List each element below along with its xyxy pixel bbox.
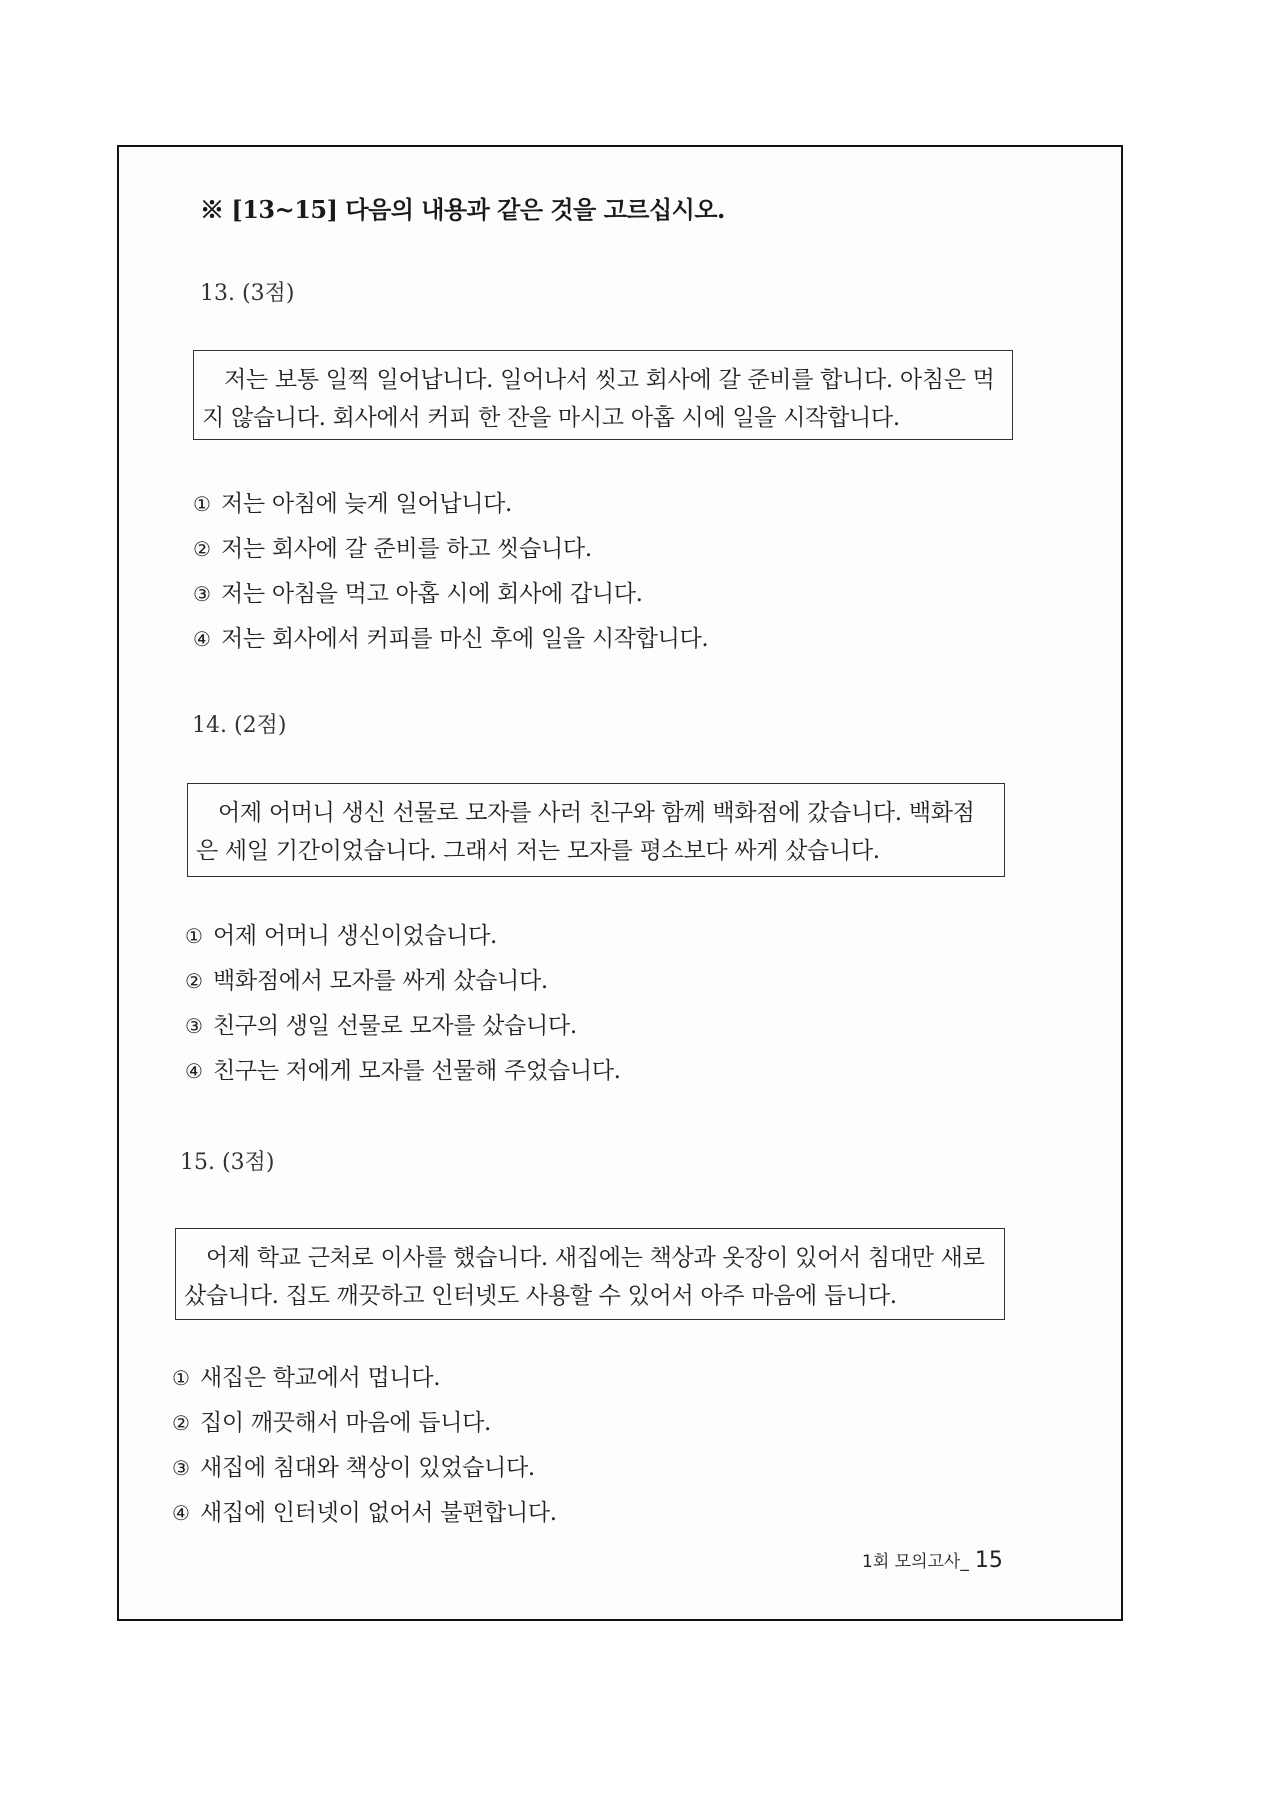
option-marker: ② bbox=[185, 969, 203, 993]
option-text: 백화점에서 모자를 싸게 샀습니다. bbox=[213, 968, 548, 994]
option-text: 집이 깨끗해서 마음에 듭니다. bbox=[200, 1410, 492, 1436]
question-14-passage: 어제 어머니 생신 선물로 모자를 사러 친구와 함께 백화점에 갔습니다. 백화점은 세일 기간이었습니다. 그래서 저는 모자를 평소보다 싸게 샀습니다. bbox=[196, 800, 975, 864]
option-text: 저는 회사에서 커피를 마신 후에 일을 시작합니다. bbox=[221, 626, 709, 652]
instruction-heading: ※ [13~15] 다음의 내용과 같은 것을 고르십시오. bbox=[200, 195, 725, 224]
question-14-passage-box bbox=[187, 783, 1005, 877]
question-13-number: 13. (3점) bbox=[200, 281, 295, 306]
option-marker: ② bbox=[193, 537, 211, 561]
question-13-passage-box bbox=[193, 350, 1013, 440]
option-marker: ④ bbox=[172, 1501, 190, 1525]
option-marker: ① bbox=[193, 492, 211, 516]
question-13-options bbox=[193, 482, 708, 662]
option-text: 저는 아침을 먹고 아홉 시에 회사에 갑니다. bbox=[221, 581, 643, 607]
question-14-option-2[interactable] bbox=[185, 959, 621, 1004]
question-14-option-1[interactable] bbox=[185, 914, 621, 959]
option-text: 친구는 저에게 모자를 선물해 주었습니다. bbox=[213, 1058, 621, 1084]
question-15-passage: 어제 학교 근처로 이사를 했습니다. 새집에는 책상과 옷장이 있어서 침대만 새로 샀습니다. 집도 깨끗하고 인터넷도 사용할 수 있어서 아주 마음에 듭니다. bbox=[184, 1245, 985, 1309]
option-text: 새집에 인터넷이 없어서 불편합니다. bbox=[200, 1500, 557, 1526]
question-13-option-2[interactable] bbox=[193, 527, 708, 572]
question-15-option-3[interactable] bbox=[172, 1446, 557, 1491]
option-marker: ① bbox=[185, 924, 203, 948]
question-14-options bbox=[185, 914, 621, 1094]
option-marker: ③ bbox=[172, 1456, 190, 1480]
option-text: 새집은 학교에서 멉니다. bbox=[200, 1365, 441, 1391]
question-14-number: 14. (2점) bbox=[192, 713, 287, 738]
option-marker: ④ bbox=[193, 627, 211, 651]
option-marker: ② bbox=[172, 1411, 190, 1435]
question-15-option-1[interactable] bbox=[172, 1356, 557, 1401]
question-15-options bbox=[172, 1356, 557, 1536]
option-marker: ③ bbox=[193, 582, 211, 606]
question-15-option-4[interactable] bbox=[172, 1491, 557, 1536]
question-13-passage: 저는 보통 일찍 일어납니다. 일어나서 씻고 회사에 갈 준비를 합니다. 아침은 먹지 않습니다. 회사에서 커피 한 잔을 마시고 아홉 시에 일을 시작합니다. bbox=[202, 367, 995, 431]
question-13-option-3[interactable] bbox=[193, 572, 708, 617]
option-text: 친구의 생일 선물로 모자를 샀습니다. bbox=[213, 1013, 577, 1039]
option-marker: ③ bbox=[185, 1014, 203, 1038]
option-marker: ④ bbox=[185, 1059, 203, 1083]
option-text: 저는 회사에 갈 준비를 하고 씻습니다. bbox=[221, 536, 592, 562]
question-15-number: 15. (3점) bbox=[180, 1150, 275, 1175]
option-text: 저는 아침에 늦게 일어납니다. bbox=[221, 491, 513, 517]
question-14-option-3[interactable] bbox=[185, 1004, 621, 1049]
question-13-option-1[interactable] bbox=[193, 482, 708, 527]
question-15-option-2[interactable] bbox=[172, 1401, 557, 1446]
footer-label: 1회 모의고사_ bbox=[862, 1552, 969, 1572]
page-footer bbox=[862, 1547, 1003, 1573]
option-text: 어제 어머니 생신이었습니다. bbox=[213, 923, 498, 949]
question-14-option-4[interactable] bbox=[185, 1049, 621, 1094]
option-text: 새집에 침대와 책상이 있었습니다. bbox=[200, 1455, 535, 1481]
question-13-option-4[interactable] bbox=[193, 617, 708, 662]
option-marker: ① bbox=[172, 1366, 190, 1390]
question-15-passage-box bbox=[175, 1228, 1005, 1320]
page-number: 15 bbox=[974, 1548, 1003, 1573]
